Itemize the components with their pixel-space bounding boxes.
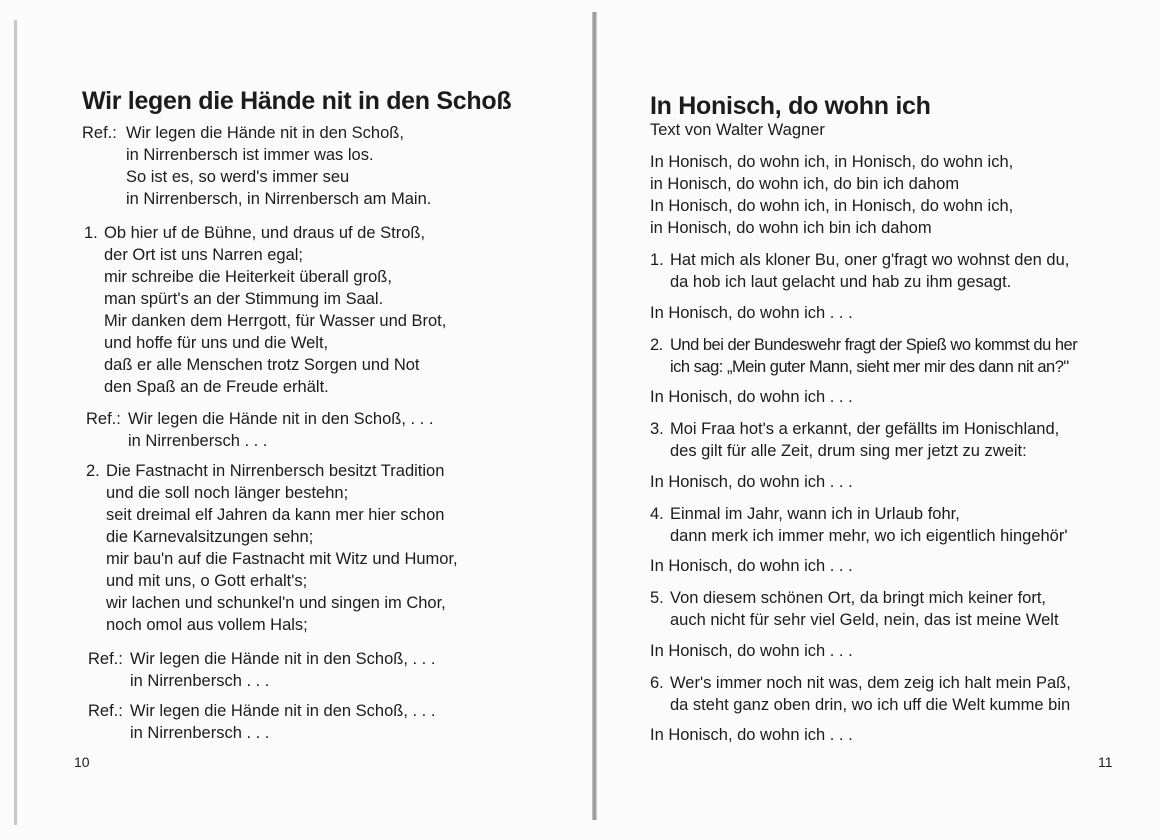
verse-line: Mir danken dem Herrgott, für Wasser und Brot,	[104, 312, 447, 330]
refrain-line: Wir legen die Hände nit in den Schoß, . . .	[130, 702, 436, 720]
verse-line: den Spaß an de Freude erhält.	[104, 378, 329, 396]
verse-line: Hat mich als kloner Bu, oner g'fragt wo wohnst den du,	[670, 251, 1070, 269]
refrain-line: in Nirrenbersch ist immer was los.	[126, 146, 374, 164]
verse-line: mir schreibe die Heiterkeit überall groß,	[104, 268, 392, 286]
verse-number: 1.	[650, 251, 664, 269]
page-number: 10	[74, 754, 90, 770]
verse-line: die Karnevalsitzungen sehn;	[106, 528, 314, 546]
verse-line: Einmal im Jahr, wann ich in Urlaub fohr,	[670, 505, 960, 523]
refrain-label: Ref.:	[82, 124, 117, 142]
verse-line: des gilt für alle Zeit, drum sing mer jetzt zu zweit:	[670, 442, 1027, 460]
verse-line: Wer's immer noch nit was, dem zeig ich halt mein Paß,	[670, 674, 1071, 692]
verse-line: auch nicht für sehr viel Geld, nein, das ist meine Welt	[670, 611, 1059, 629]
chorus-line: In Honisch, do wohn ich, in Honisch, do wohn ich,	[650, 153, 1014, 171]
refrain-label: Ref.:	[88, 702, 123, 720]
verse-line: Und bei der Bundeswehr fragt der Spieß wo kommst du her	[670, 336, 1078, 354]
page-number: 11	[1098, 754, 1113, 770]
left-song-title: Wir legen die Hände nit in den Schoß	[82, 87, 512, 115]
verse-number: 4.	[650, 505, 664, 523]
verse-line: daß er alle Menschen trotz Sorgen und Not	[104, 356, 420, 374]
refrain-line: Wir legen die Hände nit in den Schoß, . . .	[128, 410, 434, 428]
verse-line: seit dreimal elf Jahren da kann mer hier schon	[106, 506, 445, 524]
verse-line: mir bau'n auf die Fastnacht mit Witz und Humor,	[106, 550, 458, 568]
verse-line: wir lachen und schunkel'n und singen im Chor,	[106, 594, 446, 612]
verse-line: Die Fastnacht in Nirrenbersch besitzt Tradition	[106, 462, 445, 480]
verse-number: 2.	[650, 336, 663, 354]
chorus-repeat: In Honisch, do wohn ich . . .	[650, 388, 853, 406]
refrain-label: Ref.:	[86, 410, 121, 428]
chorus-line: in Honisch, do wohn ich bin ich dahom	[650, 219, 932, 237]
refrain-line: in Nirrenbersch . . .	[128, 432, 268, 450]
verse-line: noch omol aus vollem Hals;	[106, 616, 308, 634]
refrain-line: Wir legen die Hände nit in den Schoß, . . .	[130, 650, 436, 668]
verse-number: 1.	[84, 224, 98, 242]
verse-line: ich sag: „Mein guter Mann, sieht mer mir des dann nit an?"	[670, 358, 1069, 376]
verse-line: Von diesem schönen Ort, da bringt mich keiner fort,	[670, 589, 1047, 607]
verse-number: 2.	[86, 462, 100, 480]
verse-line: der Ort ist uns Narren egal;	[104, 246, 303, 264]
verse-line: und die soll noch länger bestehn;	[106, 484, 349, 502]
refrain-line: in Nirrenbersch . . .	[130, 672, 270, 690]
verse-line: man spürt's an der Stimmung im Saal.	[104, 290, 384, 308]
right-song-title: In Honisch, do wohn ich	[650, 92, 931, 120]
right-page	[580, 0, 1160, 840]
verse-number: 5.	[650, 589, 664, 607]
refrain-label: Ref.:	[88, 650, 123, 668]
verse-line: dann merk ich immer mehr, wo ich eigentlich hingehör'	[670, 527, 1068, 545]
verse-line: Ob hier uf de Bühne, und draus uf de Stroß,	[104, 224, 426, 242]
verse-line: und mit uns, o Gott erhalt's;	[106, 572, 308, 590]
verse-number: 6.	[650, 674, 664, 692]
chorus-repeat: In Honisch, do wohn ich . . .	[650, 304, 853, 322]
chorus-repeat: In Honisch, do wohn ich . . .	[650, 726, 853, 744]
verse-line: und hoffe für uns und die Welt,	[104, 334, 329, 352]
song-author: Text von Walter Wagner	[650, 121, 825, 139]
refrain-line: in Nirrenbersch, in Nirrenbersch am Main.	[126, 190, 432, 208]
verse-number: 3.	[650, 420, 664, 438]
chorus-line: in Honisch, do wohn ich, do bin ich dahom	[650, 175, 960, 193]
verse-line: da hob ich laut gelacht und hab zu ihm gesagt.	[670, 273, 1012, 291]
refrain-line: Wir legen die Hände nit in den Schoß,	[126, 124, 404, 142]
chorus-repeat: In Honisch, do wohn ich . . .	[650, 557, 853, 575]
refrain-line: So ist es, so werd's immer seu	[126, 168, 350, 186]
verse-line: da steht ganz oben drin, wo ich uff die Welt kumme bin	[670, 696, 1071, 714]
refrain-line: in Nirrenbersch . . .	[130, 724, 270, 742]
chorus-repeat: In Honisch, do wohn ich . . .	[650, 642, 853, 660]
chorus-repeat: In Honisch, do wohn ich . . .	[650, 473, 853, 491]
chorus-line: In Honisch, do wohn ich, in Honisch, do wohn ich,	[650, 197, 1014, 215]
verse-line: Moi Fraa hot's a erkannt, der gefällts im Honischland,	[670, 420, 1060, 438]
